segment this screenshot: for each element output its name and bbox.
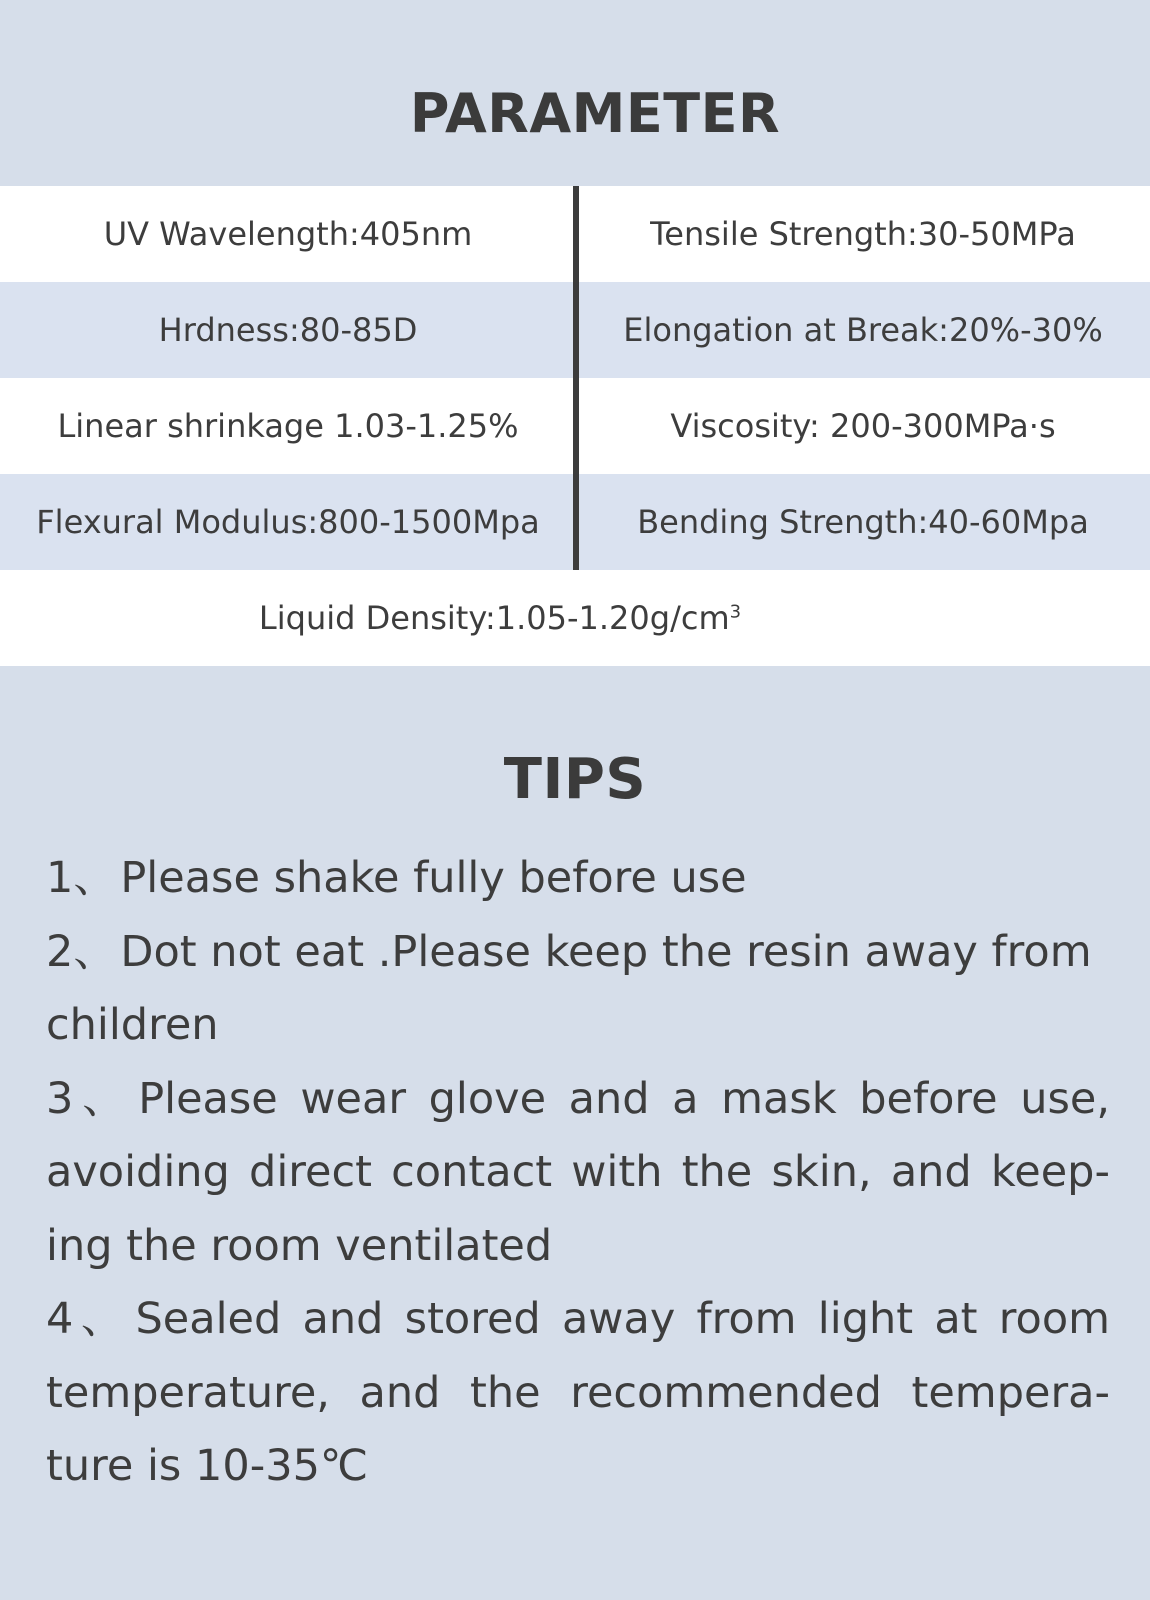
- param-uv-wavelength: UV Wavelength:405nm: [103, 215, 473, 253]
- tip-number: 1、: [46, 853, 117, 903]
- param-bending-strength: Bending Strength:40-60Mpa: [637, 503, 1089, 541]
- superscript: 3: [729, 601, 742, 623]
- param-flexural-modulus: Flexural Modulus:800-1500Mpa: [36, 503, 540, 541]
- tip-item: [46, 842, 1110, 916]
- table-row-full: [0, 570, 1150, 666]
- tip-text: Please wear glove and a mask before use, avoiding direct contact with the skin, and keep-ing the room ventilated: [46, 1073, 1110, 1271]
- param-hardness: Hrdness:80-85D: [158, 311, 418, 349]
- tips-list: [46, 842, 1110, 1504]
- parameter-table: [0, 186, 1150, 666]
- tip-item: [46, 916, 1110, 1063]
- tip-number: 4、: [46, 1294, 132, 1344]
- liquid-density-text: Liquid Density:1.05-1.20g/cm: [258, 599, 730, 637]
- tip-text: Sealed and stored away from light at room temperature, and the recommended tempera-ture is 10-35℃: [46, 1294, 1111, 1491]
- tips-title: TIPS: [503, 747, 647, 812]
- tip-item: [46, 1283, 1110, 1504]
- tip-item: [46, 1063, 1110, 1284]
- parameter-title: PARAMETER: [409, 82, 781, 145]
- tip-number: 2、: [46, 926, 117, 977]
- column-divider: [573, 186, 579, 570]
- param-tensile-strength: Tensile Strength:30-50MPa: [650, 215, 1076, 253]
- tip-text: Dot not eat .Please keep the resin away from children: [46, 926, 1092, 1050]
- param-elongation: Elongation at Break:20%-30%: [623, 311, 1103, 349]
- param-viscosity: Viscosity: 200-300MPa·s: [670, 407, 1056, 445]
- param-liquid-density: [0, 599, 1000, 637]
- param-linear-shrinkage: Linear shrinkage 1.03-1.25%: [57, 407, 519, 445]
- tip-number: 3、: [46, 1073, 135, 1124]
- tip-text: Please shake fully before use: [120, 853, 747, 903]
